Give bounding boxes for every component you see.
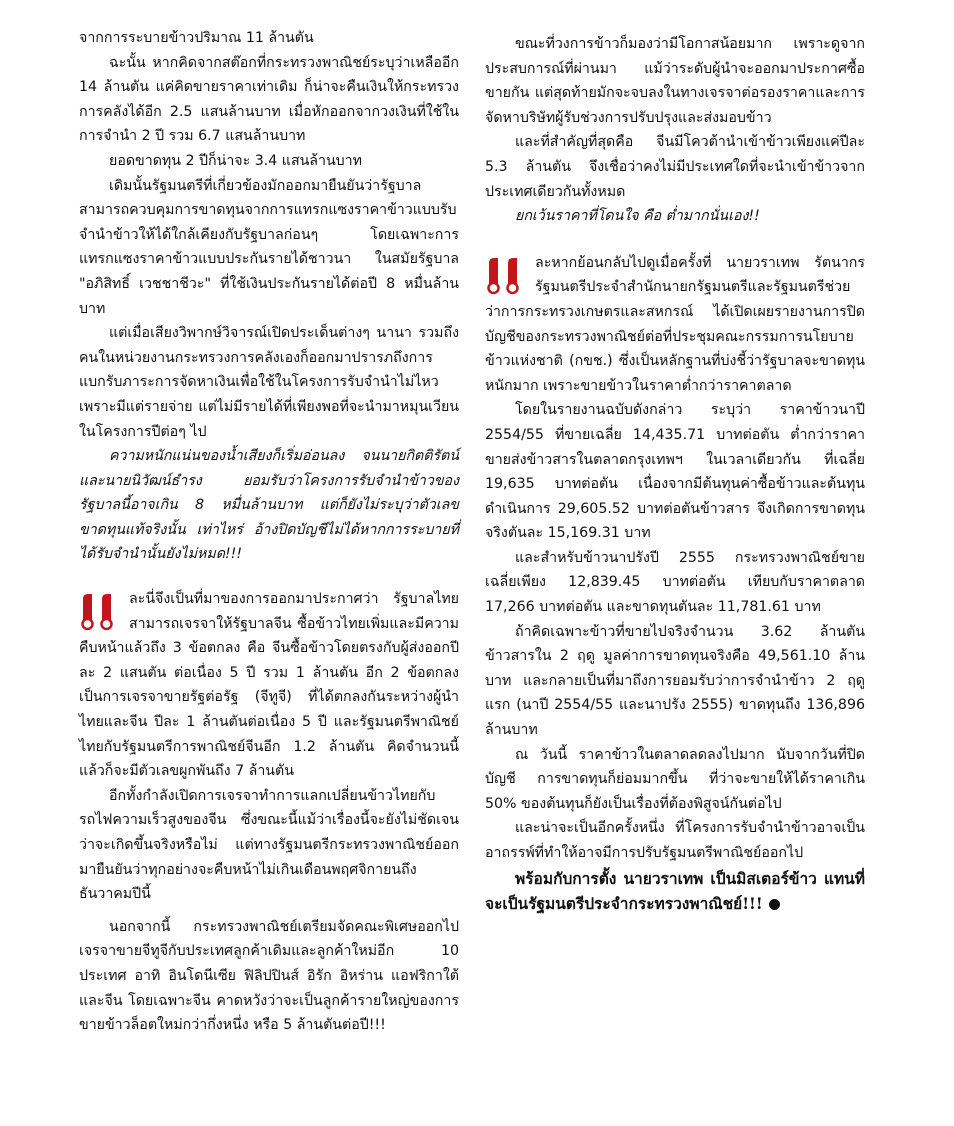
paragraph: แต่เมื่อเสียงวิพากษ์วิจารณ์เปิดประเด็นต่างๆ นานา รวมถึงคนในหน่วยงานกระทรวงการคลังเองก็ออกมาปรารภถึงการแบกรับภาระการจัดหาเงินเพื่อใช้ในโครงการรับจำนำไม่ไหว เพราะมีแต่รายจ่าย แต่ไม่มีรายได้ที่เพียงพอที่จะนำมาหมุนเวียนในโครงการปีต่อๆ ไป [79,325,459,440]
paragraph: และสำหรับข้าวนาปรังปี 2555 กระทรวงพาณิชย์ขายเฉลี่ยเพียง 12,839.45 บาทต่อตัน เทียบกับราคาตลาด 17,266 บาทต่อตัน และขาดทุนตันละ 11,781.61 บาท [485,549,865,616]
closing-text: พร้อมกับการตั้ง นายวราเทพ เป็นมิสเตอร์ข้าว แทนที่จะเป็นรัฐมนตรีประจำกระทรวงพาณิชย์!!! [485,868,865,913]
drop-cap-icon [79,591,125,631]
paragraph: จากการระบายข้าวปริมาณ 11 ล้านตัน [79,30,314,46]
paragraph: ละหากย้อนกลับไปดูเมื่อครั้งที่ นายวราเทพ รัตนากร รัฐมนตรีประจำสำนักนายกรัฐมนตรีและรัฐมนตรีช่วยว่าการกระทรวงเกษตรและสหกรณ์ ได้เปิดเผยรายงานการปิดบัญชีของกระทรวงพาณิชย์ต่อที่ประชุมคณะกรรมการนโยบายข้าวแห่งชาติ (กขช.) ซึ่งเป็นหลักฐานที่บ่งชี้ว่ารัฐบาลจะขาดทุนหนักมาก เพราะขายข้าวในราคาต่ำกว่าราคาตลาด [485,254,865,394]
paragraph: ฉะนั้น หากคิดจากสต๊อกที่กระทรวงพาณิชย์ระบุว่าเหลืออีก 14 ล้านตัน แค่คิดขายราคาเท่าเดิม ก็น่าจะคืนเงินให้กระทรวงการคลังได้อีก 2.5 แสนล้านบาท เมื่อหักออกจากวงเงินที่ใช้ในการจำนำ 2 ปี รวม 6.7 แสนล้านบาท [79,54,459,145]
left-column [79,26,459,1038]
paragraph: และที่สำคัญที่สุดคือ จีนมีโควต้านำเข้าข้าวเพียงแค่ปีละ 5.3 ล้านตัน จึงเชื่อว่าคงไม่มีประเทศใดที่จะนำเข้าข้าวจากประเทศเดียวกันทั้งหมด [485,134,865,200]
paragraph: ณ วันนี้ ราคาข้าวในตลาดลดลงไปมาก นับจากวันที่ปิดบัญชี การขาดทุนก็ย่อมมากขึ้น ที่ว่าจะขายให้ได้ราคาเกิน 50% ของต้นทุนก็ยังเป็นเรื่องที่ต้องพิสูจน์กันต่อไป [485,746,865,812]
drop-cap-icon [485,255,531,295]
dropcap-paragraph [485,251,865,399]
emphasis-paragraph: ยกเว้นราคาที่โดนใจ คือ ต่ำมากนั่นเอง!! [515,208,760,225]
paragraph: เดิมนั้นรัฐมนตรีที่เกี่ยวข้องมักออกมายืนยันว่ารัฐบาลสามารถควบคุมการขาดทุนจากการแทรกแซงราคาข้าวแบบรับจำนำข้าวให้ได้ใกล้เคียงกับรัฐบาลก่อนๆ โดยเฉพาะการแทรกแซงราคาข้าวแบบประกันรายได้ชาวนา ในสมัยรัฐบาล "อภิสิทธิ์ เวชชาชีวะ" ที่ใช้เงินประกันรายได้ต่อปี 8 หมื่นล้านบาท [79,177,459,317]
emphasis-paragraph: ความหนักแน่นของน้ำเสียงก็เริ่มอ่อนลง จนนายกิตติรัตน์และนายนิวัฒน์ธำรง ยอมรับว่าโครงการรับจำนำข้าวของรัฐบาลนี้อาจเกิน 8 หมื่นล้านบาท แต่ก็ยังไม่ระบุว่าตัวเลขขาดทุนแท้จริงนั้น เท่าไหร่ อ้างปิดบัญชีไม่ได้หากการระบายที่ได้รับจำนำนั้นยังไม่หมด!!! [79,448,459,563]
paragraph: นอกจากนี้ กระทรวงพาณิชย์เตรียมจัดคณะพิเศษออกไปเจรจาขายจีทูจีกับประเทศลูกค้าเดิมและลูกค้าใหม่อีก 10 ประเทศ อาทิ อินโดนีเซีย ฟิลิปปินส์ อิรัก อิหร่าน แอฟริกาใต้ และจีน โดยเฉพาะจีน คาดหวังว่าจะเป็นลูกค้ารายใหญ่ของการขายข้าวล็อตใหม่กว่ากึ่งหนึ่ง หรือ 5 ล้านตันต่อปี!!! [79,918,459,1034]
dropcap-paragraph [79,587,459,784]
paragraph: โดยในรายงานฉบับดังกล่าว ระบุว่า ราคาข้าวนาปี 2554/55 ที่ขายเฉลี่ย 14,435.71 บาทต่อตัน ต่ำกว่าราคาขายส่งข้าวสารในตลาดกรุงเทพฯ ในเวลาเดียวกัน ที่เฉลี่ย 19,635 บาทต่อตัน เนื่องจากมีต้นทุนค่าซื้อข้าวและต้นทุนดำเนินการ 29,605.52 บาทต่อตันข้าวสาร จึงเกิดการขาดทุนจริงตันละ 15,169.31 บาท [485,402,865,542]
right-column [485,32,865,916]
end-mark-icon [769,899,780,910]
paragraph: ขณะที่วงการข้าวก็มองว่ามีโอกาสน้อยมาก เพราะดูจากประสบการณ์ที่ผ่านมา แม้ว่าระดับผู้นำจะออกมาประกาศซื้อขายกัน แต่สุดท้ายมักจะจบลงในทางเจรจาต่อรองราคาและการจัดหาบริษัทผู้รับช่วงการปรับปรุงและส่งมอบข้าว [485,36,865,126]
paragraph: ละนี่จึงเป็นที่มาของการออกมาประกาศว่า รัฐบาลไทยสามารถเจรจาให้รัฐบาลจีน ซื้อข้าวไทยเพิ่มและมีความคืบหน้าแล้วถึง 3 ข้อตกลง คือ จีนซื้อข้าวโดยตรงกับผู้ส่งออกปีละ 2 แสนตัน ต่อเนื่อง 5 ปี รวม 1 ล้านตัน อีก 2 ข้อตกลงเป็นการเจรจาขายรัฐต่อรัฐ (จีทูจี) ที่ได้ตกลงกันระหว่างผู้นำไทยและจีน ปีละ 1 ล้านตันต่อเนื่อง 5 ปี และรัฐมนตรีพาณิชย์ไทยกับรัฐมนตรีการพาณิชย์จีนอีก 1.2 ล้านตัน คิดจำนวนนี้แล้วก็จะมีตัวเลขผูกพันถึง 7 ล้านตัน [79,591,459,780]
paragraph: และน่าจะเป็นอีกครั้งหนึ่ง ที่โครงการรับจำนำข้าวอาจเป็นอาถรรพ์ที่ทำให้อาจมีการปรับรัฐมนตรีพาณิชย์ออกไป [485,820,865,861]
closing-bold-paragraph [485,866,865,916]
paragraph: ยอดขาดทุน 2 ปีก็น่าจะ 3.4 แสนล้านบาท [109,152,362,169]
paragraph: อีกทั้งกำลังเปิดการเจรจาทำการแลกเปลี่ยนข้าวไทยกับรถไฟความเร็วสูงของจีน ซึ่งขณะนี้แม้ว่าเรื่องนี้จะยังไม่ชัดเจนว่าจะเกิดขึ้นจริงหรือไม่ แต่ทางรัฐมนตรีกระทรวงพาณิชย์ออกมายืนยันว่าทุกอย่างจะคืบหน้าไม่เกินเดือนพฤศจิกายนถึงธันวาคมปีนี้ [79,787,459,903]
paragraph: ถ้าคิดเฉพาะข้าวที่ขายไปจริงจำนวน 3.62 ล้านตันข้าวสารใน 2 ฤดู มูลค่าการขาดทุนจริงคือ 49,561.10 ล้านบาท และกลายเป็นที่มาถึงการยอมรับว่าการจำนำข้าว 2 ฤดูแรก (นาปี 2554/55 และนาปรัง 2555) ขาดทุนถึง 136,896 ล้านบาท [485,623,865,739]
